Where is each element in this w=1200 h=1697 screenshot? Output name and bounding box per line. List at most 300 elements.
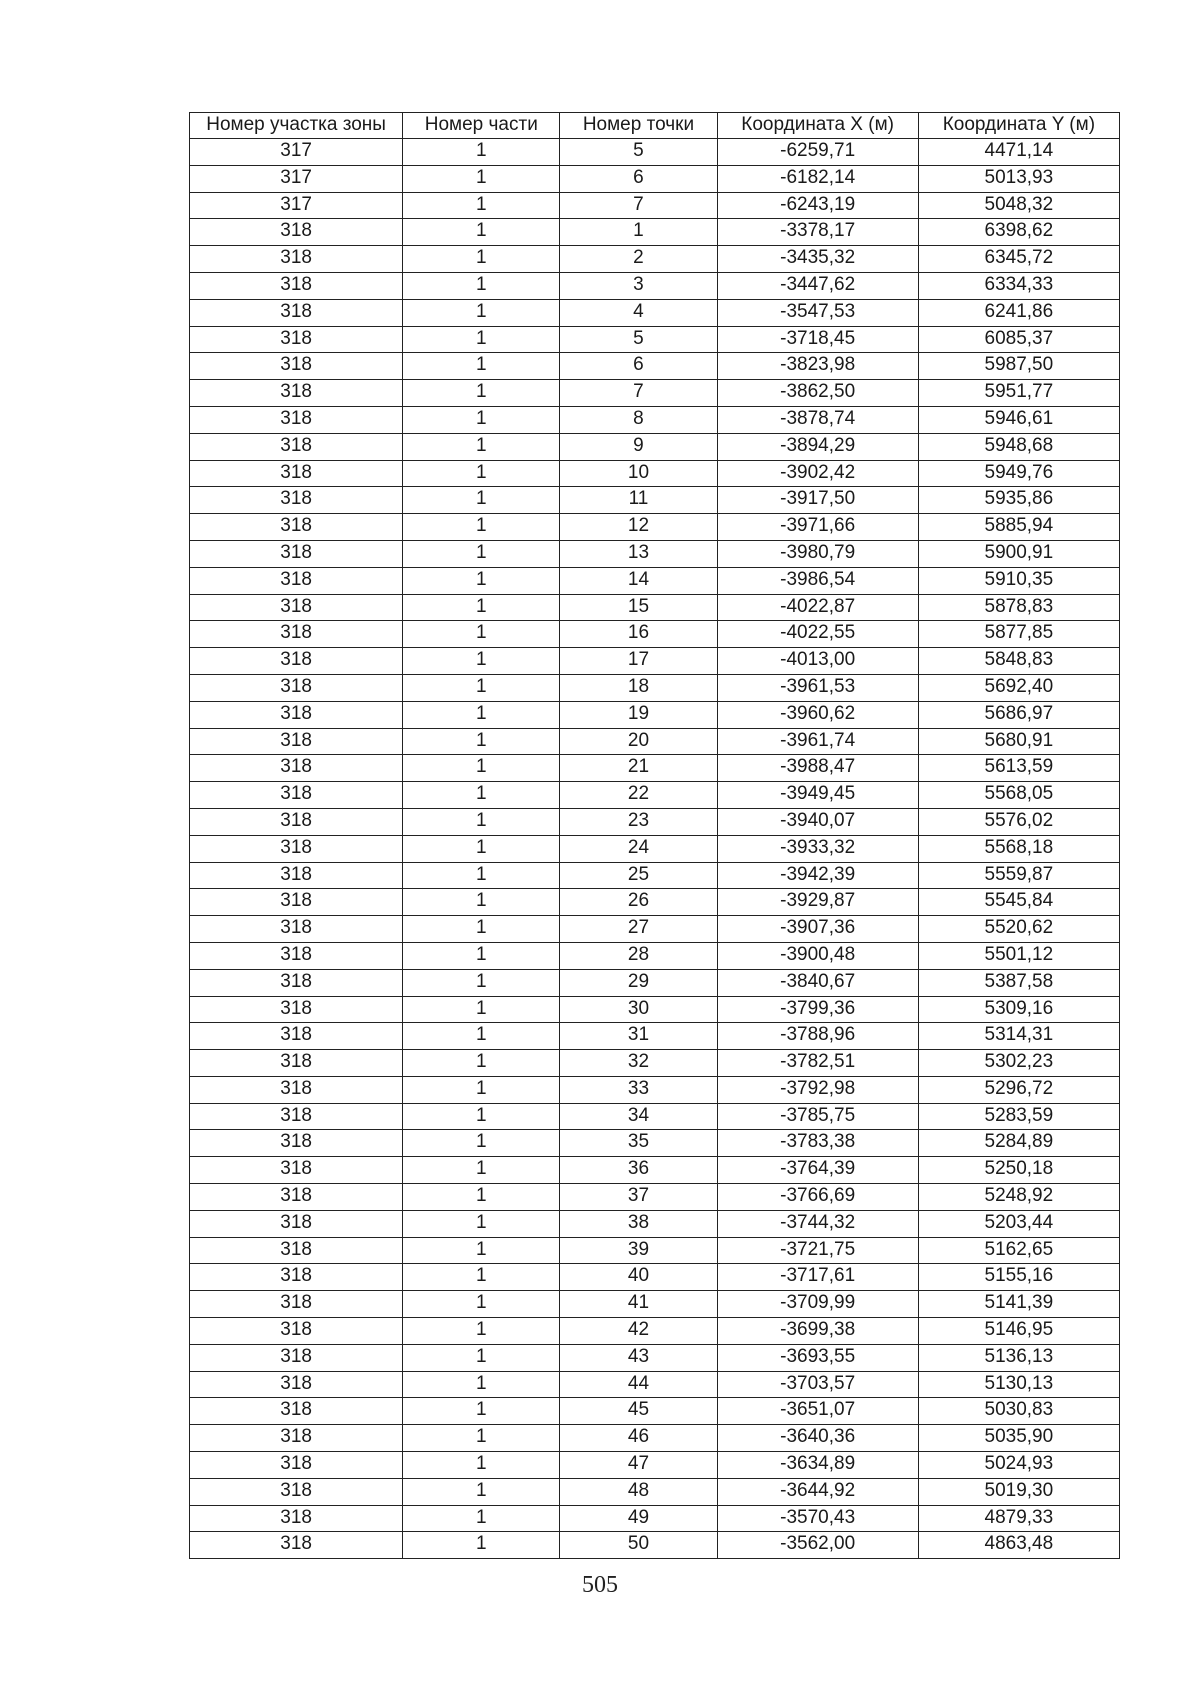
cell-point: 18 [560, 674, 717, 701]
table-row [190, 272, 1120, 299]
cell-zone-section: 318 [190, 1532, 403, 1559]
cell-zone-section: 318 [190, 1291, 403, 1318]
cell-y: 5613,59 [918, 755, 1119, 782]
cell-part: 1 [403, 648, 560, 675]
cell-point: 40 [560, 1264, 717, 1291]
cell-zone-section: 318 [190, 916, 403, 943]
table-row [190, 567, 1120, 594]
cell-part: 1 [403, 1344, 560, 1371]
table-row [190, 1264, 1120, 1291]
table-row [190, 299, 1120, 326]
header-part-number: Номер части [403, 113, 560, 139]
cell-zone-section: 318 [190, 996, 403, 1023]
cell-x: -6182,14 [717, 165, 918, 192]
cell-x: -3764,39 [717, 1157, 918, 1184]
cell-y: 5130,13 [918, 1371, 1119, 1398]
cell-part: 1 [403, 540, 560, 567]
cell-y: 5946,61 [918, 406, 1119, 433]
table-row [190, 487, 1120, 514]
cell-x: -4022,87 [717, 594, 918, 621]
table-row [190, 889, 1120, 916]
cell-y: 5141,39 [918, 1291, 1119, 1318]
cell-part: 1 [403, 862, 560, 889]
cell-zone-section: 318 [190, 1210, 403, 1237]
cell-y: 6241,86 [918, 299, 1119, 326]
cell-x: -6259,71 [717, 139, 918, 166]
cell-x: -3378,17 [717, 219, 918, 246]
cell-point: 12 [560, 514, 717, 541]
table-row [190, 1210, 1120, 1237]
cell-part: 1 [403, 621, 560, 648]
cell-x: -3960,62 [717, 701, 918, 728]
cell-zone-section: 318 [190, 514, 403, 541]
cell-y: 5686,97 [918, 701, 1119, 728]
cell-y: 5283,59 [918, 1103, 1119, 1130]
table-row [190, 1130, 1120, 1157]
cell-part: 1 [403, 1103, 560, 1130]
cell-zone-section: 318 [190, 808, 403, 835]
cell-x: -3640,36 [717, 1425, 918, 1452]
cell-part: 1 [403, 165, 560, 192]
cell-zone-section: 318 [190, 1130, 403, 1157]
cell-point: 29 [560, 969, 717, 996]
cell-point: 44 [560, 1371, 717, 1398]
cell-point: 20 [560, 728, 717, 755]
cell-zone-section: 318 [190, 1184, 403, 1211]
table-row [190, 808, 1120, 835]
cell-point: 47 [560, 1452, 717, 1479]
cell-x: -3894,29 [717, 433, 918, 460]
cell-zone-section: 318 [190, 246, 403, 273]
cell-point: 8 [560, 406, 717, 433]
cell-part: 1 [403, 1478, 560, 1505]
cell-point: 5 [560, 139, 717, 166]
cell-x: -3940,07 [717, 808, 918, 835]
cell-point: 28 [560, 942, 717, 969]
table-row [190, 1103, 1120, 1130]
table-row [190, 540, 1120, 567]
cell-y: 5314,31 [918, 1023, 1119, 1050]
header-point-number: Номер точки [560, 113, 717, 139]
cell-x: -3980,79 [717, 540, 918, 567]
table-row [190, 996, 1120, 1023]
cell-y: 5203,44 [918, 1210, 1119, 1237]
cell-x: -3785,75 [717, 1103, 918, 1130]
cell-x: -3988,47 [717, 755, 918, 782]
table-row [190, 1505, 1120, 1532]
cell-point: 10 [560, 460, 717, 487]
cell-part: 1 [403, 1318, 560, 1345]
table-row [190, 1425, 1120, 1452]
cell-part: 1 [403, 514, 560, 541]
cell-zone-section: 318 [190, 648, 403, 675]
cell-x: -4022,55 [717, 621, 918, 648]
cell-part: 1 [403, 996, 560, 1023]
cell-y: 5284,89 [918, 1130, 1119, 1157]
cell-x: -3942,39 [717, 862, 918, 889]
cell-zone-section: 318 [190, 594, 403, 621]
cell-y: 5030,83 [918, 1398, 1119, 1425]
cell-y: 5877,85 [918, 621, 1119, 648]
cell-point: 1 [560, 219, 717, 246]
cell-x: -3902,42 [717, 460, 918, 487]
cell-x: -3917,50 [717, 487, 918, 514]
cell-x: -3933,32 [717, 835, 918, 862]
cell-y: 5250,18 [918, 1157, 1119, 1184]
cell-y: 4863,48 [918, 1532, 1119, 1559]
cell-y: 5935,86 [918, 487, 1119, 514]
table-row [190, 1157, 1120, 1184]
cell-zone-section: 318 [190, 433, 403, 460]
cell-x: -3721,75 [717, 1237, 918, 1264]
cell-part: 1 [403, 272, 560, 299]
table-row [190, 648, 1120, 675]
cell-zone-section: 318 [190, 1264, 403, 1291]
table-row [190, 380, 1120, 407]
cell-zone-section: 318 [190, 1076, 403, 1103]
cell-part: 1 [403, 755, 560, 782]
table-row [190, 1237, 1120, 1264]
table-row [190, 1291, 1120, 1318]
cell-zone-section: 317 [190, 165, 403, 192]
cell-y: 5885,94 [918, 514, 1119, 541]
cell-part: 1 [403, 728, 560, 755]
cell-point: 6 [560, 353, 717, 380]
cell-point: 24 [560, 835, 717, 862]
table-row [190, 755, 1120, 782]
table-row [190, 621, 1120, 648]
cell-point: 17 [560, 648, 717, 675]
cell-zone-section: 318 [190, 406, 403, 433]
table-row [190, 674, 1120, 701]
cell-x: -3986,54 [717, 567, 918, 594]
cell-zone-section: 318 [190, 460, 403, 487]
cell-point: 34 [560, 1103, 717, 1130]
cell-y: 5948,68 [918, 433, 1119, 460]
cell-zone-section: 318 [190, 1237, 403, 1264]
cell-zone-section: 318 [190, 1478, 403, 1505]
cell-y: 5576,02 [918, 808, 1119, 835]
cell-part: 1 [403, 192, 560, 219]
cell-zone-section: 318 [190, 1023, 403, 1050]
cell-part: 1 [403, 782, 560, 809]
cell-part: 1 [403, 1371, 560, 1398]
cell-part: 1 [403, 406, 560, 433]
cell-y: 5951,77 [918, 380, 1119, 407]
cell-point: 32 [560, 1050, 717, 1077]
cell-point: 7 [560, 192, 717, 219]
cell-point: 19 [560, 701, 717, 728]
cell-x: -3862,50 [717, 380, 918, 407]
cell-zone-section: 318 [190, 862, 403, 889]
cell-zone-section: 318 [190, 1050, 403, 1077]
cell-y: 5136,13 [918, 1344, 1119, 1371]
cell-point: 37 [560, 1184, 717, 1211]
cell-zone-section: 318 [190, 326, 403, 353]
cell-x: -6243,19 [717, 192, 918, 219]
cell-point: 11 [560, 487, 717, 514]
cell-x: -3792,98 [717, 1076, 918, 1103]
table-row [190, 1344, 1120, 1371]
cell-point: 30 [560, 996, 717, 1023]
cell-part: 1 [403, 299, 560, 326]
cell-x: -3699,38 [717, 1318, 918, 1345]
cell-part: 1 [403, 487, 560, 514]
cell-zone-section: 318 [190, 755, 403, 782]
cell-part: 1 [403, 326, 560, 353]
cell-part: 1 [403, 567, 560, 594]
cell-point: 16 [560, 621, 717, 648]
cell-x: -3766,69 [717, 1184, 918, 1211]
cell-part: 1 [403, 353, 560, 380]
table-row [190, 246, 1120, 273]
cell-y: 5155,16 [918, 1264, 1119, 1291]
cell-x: -3717,61 [717, 1264, 918, 1291]
cell-point: 15 [560, 594, 717, 621]
cell-x: -3900,48 [717, 942, 918, 969]
table-row [190, 192, 1120, 219]
cell-x: -3570,43 [717, 1505, 918, 1532]
table-row [190, 782, 1120, 809]
cell-zone-section: 318 [190, 701, 403, 728]
cell-point: 46 [560, 1425, 717, 1452]
table-row [190, 1532, 1120, 1559]
table-row [190, 701, 1120, 728]
cell-point: 50 [560, 1532, 717, 1559]
cell-part: 1 [403, 1505, 560, 1532]
cell-y: 5019,30 [918, 1478, 1119, 1505]
cell-y: 5692,40 [918, 674, 1119, 701]
cell-x: -3961,74 [717, 728, 918, 755]
coordinates-table [189, 112, 1120, 1559]
cell-point: 13 [560, 540, 717, 567]
cell-y: 5568,18 [918, 835, 1119, 862]
cell-y: 5024,93 [918, 1452, 1119, 1479]
cell-x: -4013,00 [717, 648, 918, 675]
cell-point: 38 [560, 1210, 717, 1237]
cell-part: 1 [403, 969, 560, 996]
cell-part: 1 [403, 1050, 560, 1077]
cell-point: 36 [560, 1157, 717, 1184]
cell-y: 5848,83 [918, 648, 1119, 675]
table-row [190, 219, 1120, 246]
cell-point: 14 [560, 567, 717, 594]
cell-zone-section: 318 [190, 487, 403, 514]
cell-y: 5296,72 [918, 1076, 1119, 1103]
cell-x: -3840,67 [717, 969, 918, 996]
cell-part: 1 [403, 1184, 560, 1211]
cell-part: 1 [403, 1264, 560, 1291]
table-row [190, 326, 1120, 353]
table-row [190, 1398, 1120, 1425]
cell-point: 25 [560, 862, 717, 889]
cell-y: 5910,35 [918, 567, 1119, 594]
table-row [190, 165, 1120, 192]
cell-part: 1 [403, 1452, 560, 1479]
cell-zone-section: 318 [190, 1425, 403, 1452]
table-row [190, 969, 1120, 996]
cell-x: -3799,36 [717, 996, 918, 1023]
cell-zone-section: 318 [190, 674, 403, 701]
cell-part: 1 [403, 139, 560, 166]
cell-point: 35 [560, 1130, 717, 1157]
cell-y: 5387,58 [918, 969, 1119, 996]
cell-part: 1 [403, 916, 560, 943]
cell-part: 1 [403, 1532, 560, 1559]
cell-y: 5035,90 [918, 1425, 1119, 1452]
cell-y: 5520,62 [918, 916, 1119, 943]
cell-y: 5545,84 [918, 889, 1119, 916]
cell-zone-section: 317 [190, 192, 403, 219]
cell-zone-section: 318 [190, 969, 403, 996]
cell-part: 1 [403, 808, 560, 835]
cell-y: 5559,87 [918, 862, 1119, 889]
cell-zone-section: 318 [190, 299, 403, 326]
table-row [190, 1050, 1120, 1077]
cell-x: -3634,89 [717, 1452, 918, 1479]
cell-point: 42 [560, 1318, 717, 1345]
cell-x: -3961,53 [717, 674, 918, 701]
cell-zone-section: 318 [190, 728, 403, 755]
cell-part: 1 [403, 701, 560, 728]
table-row [190, 406, 1120, 433]
cell-zone-section: 318 [190, 1344, 403, 1371]
cell-x: -3744,32 [717, 1210, 918, 1237]
cell-x: -3651,07 [717, 1398, 918, 1425]
table-row [190, 594, 1120, 621]
header-zone-section-number: Номер участка зоны [190, 113, 403, 139]
cell-zone-section: 318 [190, 942, 403, 969]
cell-y: 5302,23 [918, 1050, 1119, 1077]
cell-zone-section: 318 [190, 380, 403, 407]
cell-x: -3823,98 [717, 353, 918, 380]
cell-y: 5048,32 [918, 192, 1119, 219]
cell-part: 1 [403, 1130, 560, 1157]
cell-part: 1 [403, 889, 560, 916]
page-number: 505 [582, 1572, 618, 1598]
cell-x: -3693,55 [717, 1344, 918, 1371]
cell-point: 21 [560, 755, 717, 782]
cell-part: 1 [403, 1210, 560, 1237]
table-row [190, 433, 1120, 460]
cell-point: 27 [560, 916, 717, 943]
cell-x: -3547,53 [717, 299, 918, 326]
table-row [190, 1023, 1120, 1050]
cell-y: 6334,33 [918, 272, 1119, 299]
cell-y: 5248,92 [918, 1184, 1119, 1211]
cell-zone-section: 318 [190, 567, 403, 594]
table-row [190, 942, 1120, 969]
cell-x: -3709,99 [717, 1291, 918, 1318]
cell-zone-section: 318 [190, 1505, 403, 1532]
table-row [190, 460, 1120, 487]
cell-point: 23 [560, 808, 717, 835]
cell-point: 39 [560, 1237, 717, 1264]
cell-y: 5900,91 [918, 540, 1119, 567]
table-row [190, 1318, 1120, 1345]
cell-y: 5309,16 [918, 996, 1119, 1023]
cell-y: 5501,12 [918, 942, 1119, 969]
cell-x: -3907,36 [717, 916, 918, 943]
cell-x: -3435,32 [717, 246, 918, 273]
cell-part: 1 [403, 460, 560, 487]
cell-x: -3971,66 [717, 514, 918, 541]
cell-point: 6 [560, 165, 717, 192]
cell-part: 1 [403, 1023, 560, 1050]
cell-part: 1 [403, 1425, 560, 1452]
table-row [190, 835, 1120, 862]
cell-part: 1 [403, 1157, 560, 1184]
cell-zone-section: 318 [190, 1157, 403, 1184]
cell-zone-section: 318 [190, 353, 403, 380]
cell-zone-section: 318 [190, 621, 403, 648]
cell-x: -3644,92 [717, 1478, 918, 1505]
cell-x: -3783,38 [717, 1130, 918, 1157]
cell-zone-section: 317 [190, 139, 403, 166]
cell-part: 1 [403, 942, 560, 969]
table-row [190, 1371, 1120, 1398]
cell-point: 26 [560, 889, 717, 916]
cell-part: 1 [403, 219, 560, 246]
cell-point: 9 [560, 433, 717, 460]
cell-x: -3447,62 [717, 272, 918, 299]
cell-part: 1 [403, 1398, 560, 1425]
cell-y: 5013,93 [918, 165, 1119, 192]
cell-point: 33 [560, 1076, 717, 1103]
cell-zone-section: 318 [190, 219, 403, 246]
cell-zone-section: 318 [190, 1103, 403, 1130]
cell-y: 5949,76 [918, 460, 1119, 487]
table-row [190, 862, 1120, 889]
cell-part: 1 [403, 433, 560, 460]
cell-y: 4471,14 [918, 139, 1119, 166]
header-coordinate-x: Координата X (м) [717, 113, 918, 139]
cell-point: 48 [560, 1478, 717, 1505]
table-row [190, 139, 1120, 166]
cell-zone-section: 318 [190, 1371, 403, 1398]
cell-point: 4 [560, 299, 717, 326]
cell-y: 6345,72 [918, 246, 1119, 273]
cell-x: -3562,00 [717, 1532, 918, 1559]
cell-y: 5680,91 [918, 728, 1119, 755]
table-row [190, 1478, 1120, 1505]
cell-point: 3 [560, 272, 717, 299]
cell-part: 1 [403, 1291, 560, 1318]
cell-point: 2 [560, 246, 717, 273]
cell-part: 1 [403, 1076, 560, 1103]
cell-x: -3929,87 [717, 889, 918, 916]
table-row [190, 728, 1120, 755]
cell-x: -3878,74 [717, 406, 918, 433]
cell-zone-section: 318 [190, 782, 403, 809]
cell-zone-section: 318 [190, 889, 403, 916]
cell-x: -3718,45 [717, 326, 918, 353]
cell-y: 4879,33 [918, 1505, 1119, 1532]
cell-part: 1 [403, 674, 560, 701]
table-row [190, 916, 1120, 943]
cell-part: 1 [403, 594, 560, 621]
cell-y: 5987,50 [918, 353, 1119, 380]
cell-x: -3782,51 [717, 1050, 918, 1077]
cell-point: 45 [560, 1398, 717, 1425]
cell-x: -3788,96 [717, 1023, 918, 1050]
cell-point: 22 [560, 782, 717, 809]
cell-part: 1 [403, 1237, 560, 1264]
table-header-row [190, 113, 1120, 139]
table-body [190, 139, 1120, 1559]
cell-point: 49 [560, 1505, 717, 1532]
table-row [190, 1076, 1120, 1103]
